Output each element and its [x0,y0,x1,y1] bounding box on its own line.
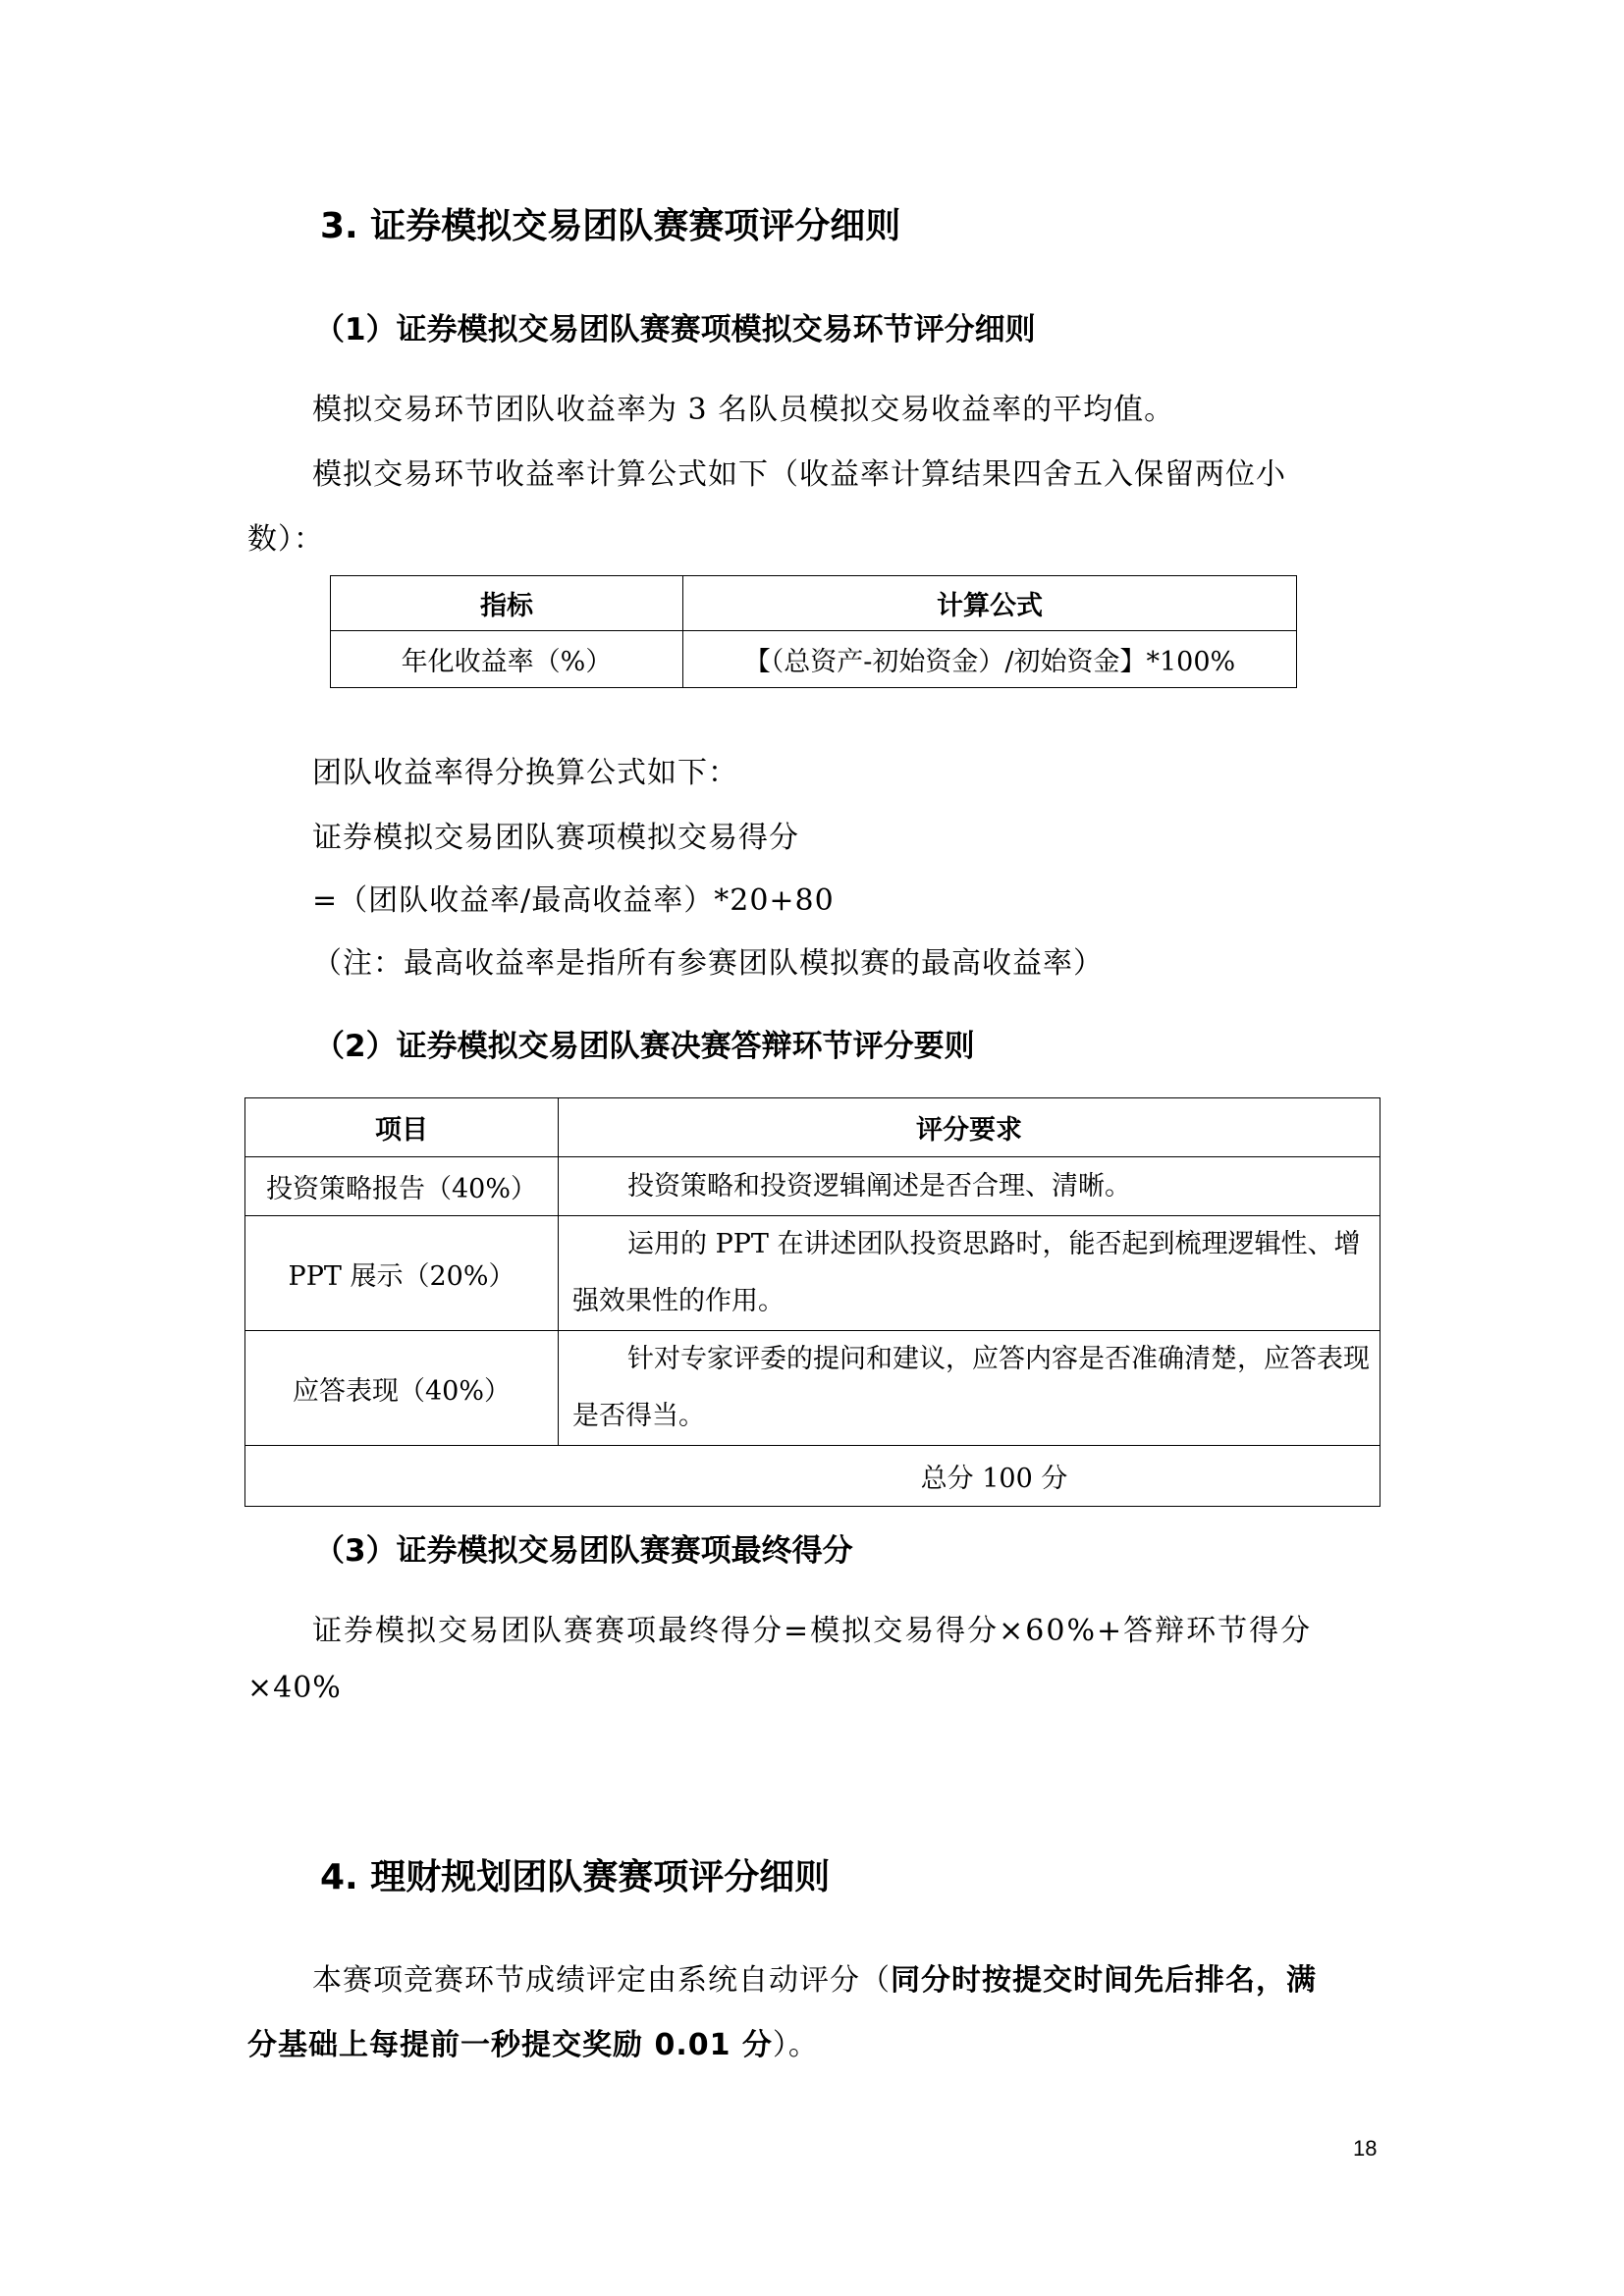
sub3-line2: ×40% [247,1671,342,1705]
sub3-line1: 证券模拟交易团队赛赛项最终得分=模拟交易得分×60%+答辩环节得分 [312,1614,1313,1648]
table-row [245,1157,1380,1216]
formula-intro: 团队收益率得分换算公式如下： [312,756,738,790]
defense-table-header-requirement: 评分要求 [559,1098,1380,1157]
sub1-para2-line2: 数）： [247,522,324,557]
defense-requirement-cell: 投资策略和投资逻辑阐述是否合理、清晰。 [559,1157,1380,1216]
table-row [331,631,1297,688]
table-row [245,1331,1380,1446]
defense-requirement-cell: 针对专家评委的提问和建议，应答内容是否准确清楚，应答表现是否得当。 [559,1331,1380,1446]
yield-table-header-row [331,576,1297,631]
yield-table [330,575,1297,688]
section4-title: 4. 理财规划团队赛赛项评分细则 [320,1857,831,1897]
table-row [245,1216,1380,1331]
section4-line1 [312,1955,1317,1999]
page-number: 18 [1353,2136,1378,2161]
defense-item-cell: 应答表现（40%） [245,1331,559,1446]
section4-line2-tail: ）。 [772,2028,819,2062]
defense-table [244,1097,1380,1507]
sub3-title: （3）证券模拟交易团队赛赛项最终得分 [314,1533,853,1569]
formula-line1: 证券模拟交易团队赛项模拟交易得分 [312,821,799,855]
formula-note: （注：最高收益率是指所有参赛团队模拟赛的最高收益率） [312,946,1104,981]
section4-line2 [247,2020,819,2063]
yield-table-header-indicator: 指标 [331,576,683,631]
section4-line1-normal: 本赛项竞赛环节成绩评定由系统自动评分（ [312,1963,891,1998]
yield-table-indicator-cell: 年化收益率（%） [331,631,683,688]
sub2-title: （2）证券模拟交易团队赛决赛答辩环节评分要则 [314,1029,975,1064]
formula-line2: =（团队收益率/最高收益率）*20+80 [312,883,835,918]
defense-item-cell: PPT 展示（20%） [245,1216,559,1331]
defense-table-header-row [245,1098,1380,1157]
defense-requirement-cell: 运用的 PPT 在讲述团队投资思路时，能否起到梳理逻辑性、增强效果性的作用。 [559,1216,1380,1331]
table-row [245,1446,1380,1507]
sub1-para2-line1: 模拟交易环节收益率计算公式如下（收益率计算结果四舍五入保留两位小 [312,457,1286,492]
sub1-title: （1）证券模拟交易团队赛赛项模拟交易环节评分细则 [314,312,1036,347]
defense-table-header-item: 项目 [245,1098,559,1157]
section4-line1-bold: 同分时按提交时间先后排名，满 [891,1963,1317,1998]
defense-item-cell: 投资策略报告（40%） [245,1157,559,1216]
defense-total-cell: 总分 100 分 [245,1446,1380,1507]
section4-line2-bold: 分基础上每提前一秒提交奖励 0.01 分 [247,2028,773,2062]
sub1-para1: 模拟交易环节团队收益率为 3 名队员模拟交易收益率的平均值。 [312,393,1175,427]
yield-table-formula-cell: 【（总资产-初始资金）/初始资金】*100% [683,631,1297,688]
section3-title: 3. 证券模拟交易团队赛赛项评分细则 [320,206,901,246]
yield-table-header-formula: 计算公式 [683,576,1297,631]
